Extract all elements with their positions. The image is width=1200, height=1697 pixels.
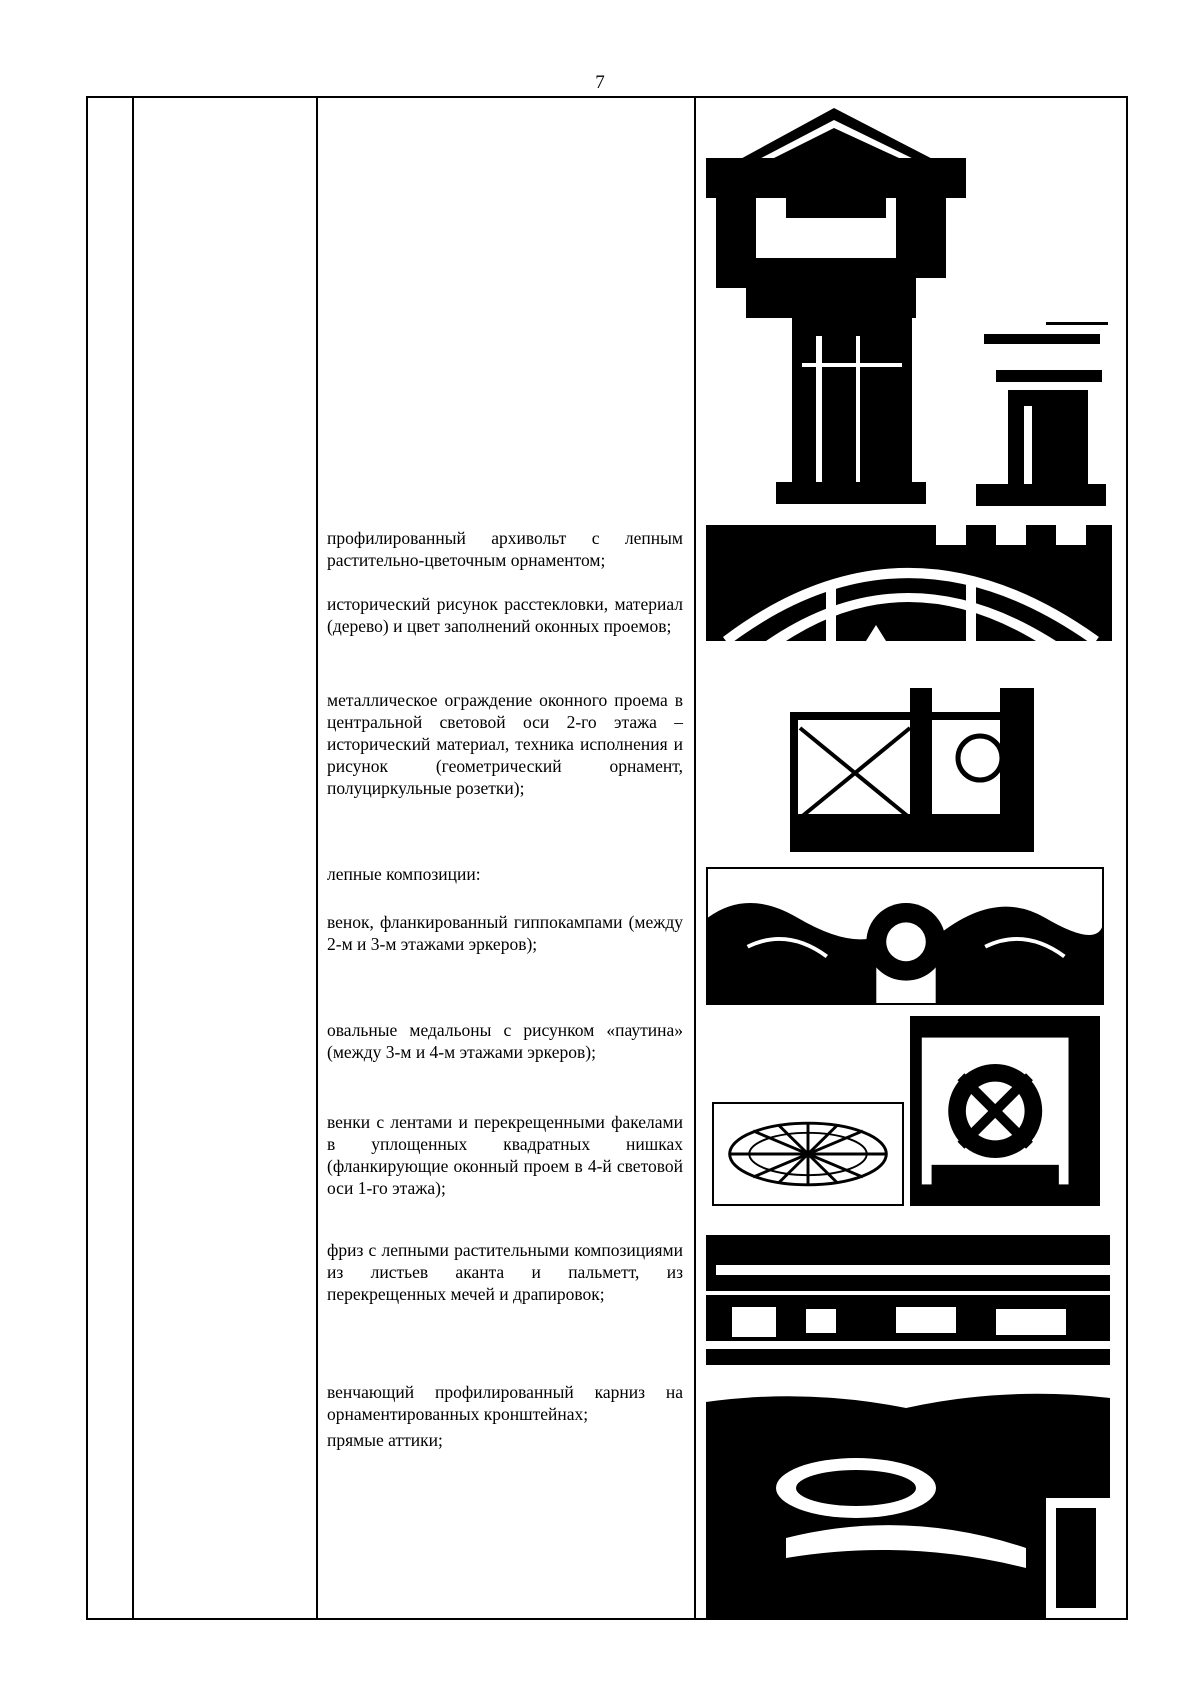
column-divider-2 (316, 98, 318, 1618)
item-oval-medallions: овальные медальоны с рисунком «паутина» (между 3-м и 4-м этажами эркеров); (327, 1020, 683, 1062)
item-wreath-hippocamps: венок, фланкированный гиппокампами (между 2-м и 3-м этажами эркеров); (327, 912, 683, 954)
item-wreaths-torches: венки с лентами и перекрещенными факелами в уплощенных квадратных нишках (фланкирующие оконный проем в 4-й световой оси 1-го этажа); (327, 1112, 683, 1198)
column-divider-3 (694, 98, 696, 1618)
photo-archivolt (706, 525, 1112, 641)
item-stucco-heading: лепные композиции: (327, 864, 481, 884)
item-archivolt: профилированный архивольт с лепным растительно-цветочным орнаментом; (327, 528, 683, 570)
page-number: 7 (595, 72, 605, 93)
item-railing: металлическое ограждение оконного проема в центральной световой оси 2-го этажа – исторический материал, техника исполнения и рисунок (геометрический орнамент, полуциркульные розетки); (327, 690, 683, 798)
photo-wreath-hippocamps (706, 867, 1104, 1005)
column-divider-1 (132, 98, 134, 1618)
item-frieze: фриз с лепными растительными композициями из листьев аканта и пальметт, из перекрещенных мечей и драпировок; (327, 1240, 683, 1304)
photo-oval-medallion (712, 1102, 904, 1206)
photo-frieze (706, 1235, 1110, 1365)
item-glazing: исторический рисунок расстекловки, материал (дерево) и цвет заполнений оконных проемов; (327, 594, 683, 636)
photo-metal-railing (790, 688, 1034, 852)
photo-cornice (706, 1378, 1110, 1618)
item-attics: прямые аттики; (327, 1430, 443, 1450)
photo-wreath-niche (910, 1016, 1100, 1206)
item-cornice: венчающий профилированный карниз на орнаментированных кронштейнах; (327, 1382, 683, 1424)
photo-window-pediment (706, 108, 1112, 514)
